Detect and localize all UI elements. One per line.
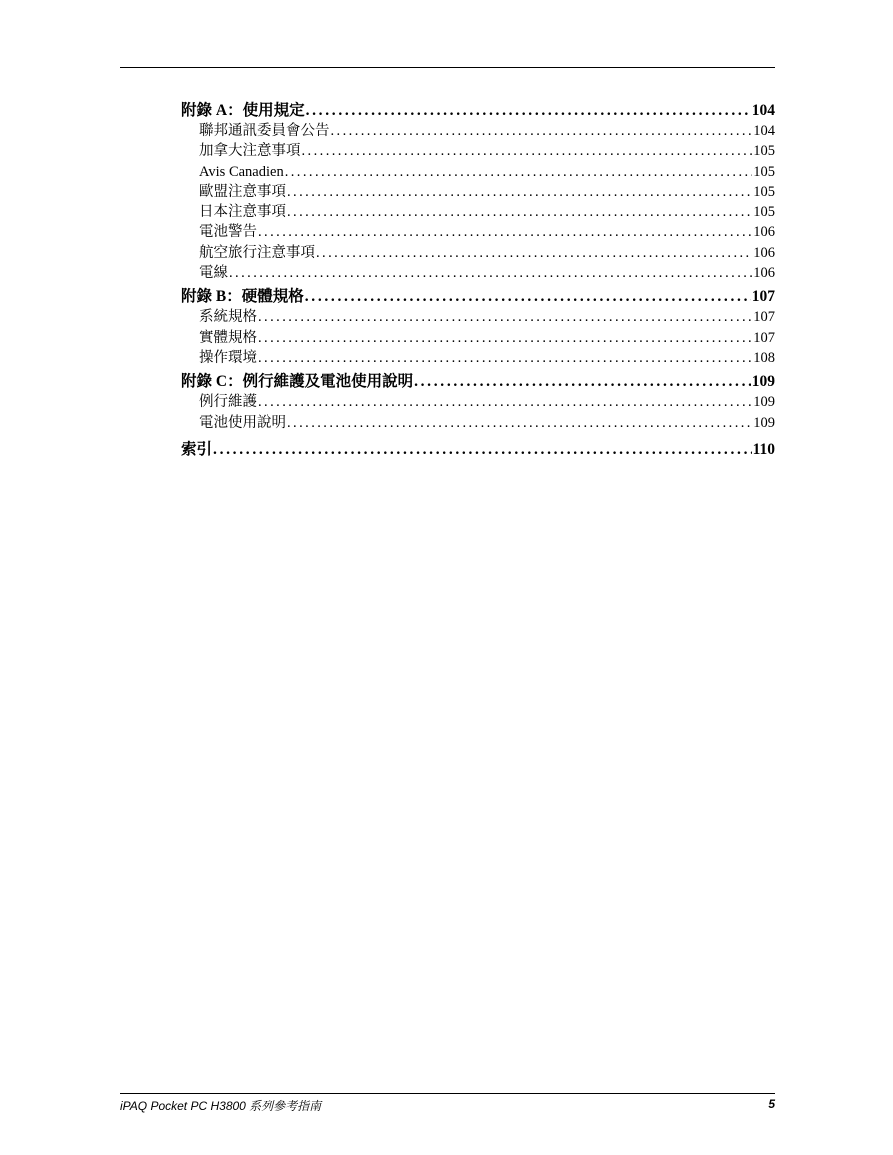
toc-entry-label: 實體規格 [199, 329, 257, 346]
toc-entry-label: 附錄 A：使用規定 [181, 102, 305, 119]
toc-entry-label: 航空旅行注意事項 [199, 244, 315, 261]
toc-entry-appendix-a[interactable] [181, 100, 775, 121]
toc-entry-label: 電池警告 [199, 224, 257, 241]
toc-entry-label: 加拿大注意事項 [199, 143, 301, 160]
dot-leader [414, 371, 751, 392]
toc-entry-index[interactable] [181, 439, 775, 460]
header-rule [120, 67, 775, 68]
toc-entry-air-travel-notice[interactable] [181, 243, 775, 263]
toc-entry-appendix-b[interactable] [181, 286, 775, 307]
toc-entry-page: 109 [753, 394, 775, 411]
dot-leader [331, 121, 753, 141]
toc-entry-label: 電線 [199, 265, 228, 282]
toc-entry-physical-specs[interactable] [181, 328, 775, 348]
toc-entry-label: 系統規格 [199, 309, 257, 326]
toc-entry-page: 106 [753, 244, 775, 261]
dot-leader [316, 243, 752, 263]
toc-entry-system-specs[interactable] [181, 307, 775, 327]
dot-leader [302, 141, 753, 161]
dot-leader [285, 162, 753, 182]
dot-leader [306, 100, 751, 121]
dot-leader [287, 182, 752, 202]
dot-leader [258, 392, 752, 412]
toc-entry-page: 107 [751, 288, 775, 306]
toc-entry-page: 106 [753, 265, 775, 282]
footer-rule [120, 1093, 775, 1094]
toc-entry-fcc-notice[interactable] [181, 121, 775, 141]
dot-leader [258, 348, 752, 368]
dot-leader [229, 263, 752, 283]
toc-entry-page: 107 [753, 309, 775, 326]
toc-entry-label: 索引 [181, 440, 213, 458]
toc-entry-routine-care[interactable] [181, 392, 775, 412]
page-footer [120, 1097, 775, 1114]
dot-leader [258, 328, 752, 348]
dot-leader [287, 202, 752, 222]
dot-leader [258, 307, 752, 327]
dot-leader [287, 413, 752, 433]
toc-entry-page: 105 [753, 204, 775, 221]
toc-entry-page: 110 [752, 440, 775, 458]
toc-entry-label: Avis Canadien [199, 163, 284, 180]
toc-entry-label: 附錄 B：硬體規格 [181, 288, 304, 306]
dot-leader [258, 222, 752, 242]
toc-entry-page: 105 [753, 163, 775, 180]
toc-entry-appendix-c[interactable] [181, 371, 775, 392]
dot-leader [305, 286, 751, 307]
footer-title: iPAQ Pocket PC H3800 系列參考指南 [120, 1099, 322, 1113]
toc-entry-page: 106 [753, 224, 775, 241]
toc-entry-canada-notice[interactable] [181, 141, 775, 161]
toc-entry-battery-usage[interactable] [181, 413, 775, 433]
toc-entry-page: 107 [753, 329, 775, 346]
table-of-contents [181, 100, 775, 460]
toc-entry-power-cords[interactable] [181, 263, 775, 283]
toc-entry-operating-environment[interactable] [181, 348, 775, 368]
toc-entry-label: 聯邦通訊委員會公告 [199, 123, 330, 139]
toc-entry-label: 例行維護 [199, 394, 257, 411]
toc-entry-page: 108 [753, 349, 775, 366]
toc-entry-eu-notice[interactable] [181, 182, 775, 202]
toc-entry-label: 歐盟注意事項 [199, 183, 286, 200]
dot-leader [213, 439, 752, 460]
toc-entry-page: 104 [753, 123, 775, 139]
toc-entry-label: 附錄 C：例行維護及電池使用說明 [181, 373, 414, 391]
toc-entry-page: 109 [753, 414, 775, 431]
toc-entry-avis-canadien[interactable] [181, 162, 775, 182]
toc-entry-battery-warning[interactable] [181, 222, 775, 242]
toc-entry-label: 電池使用說明 [199, 414, 286, 431]
page-number: 5 [768, 1097, 775, 1111]
toc-entry-japan-notice[interactable] [181, 202, 775, 222]
toc-entry-page: 104 [751, 102, 775, 119]
toc-entry-page: 105 [753, 183, 775, 200]
toc-entry-label: 操作環境 [199, 349, 257, 366]
toc-entry-label: 日本注意事項 [199, 204, 286, 221]
toc-entry-page: 105 [753, 143, 775, 160]
toc-entry-page: 109 [751, 373, 775, 391]
